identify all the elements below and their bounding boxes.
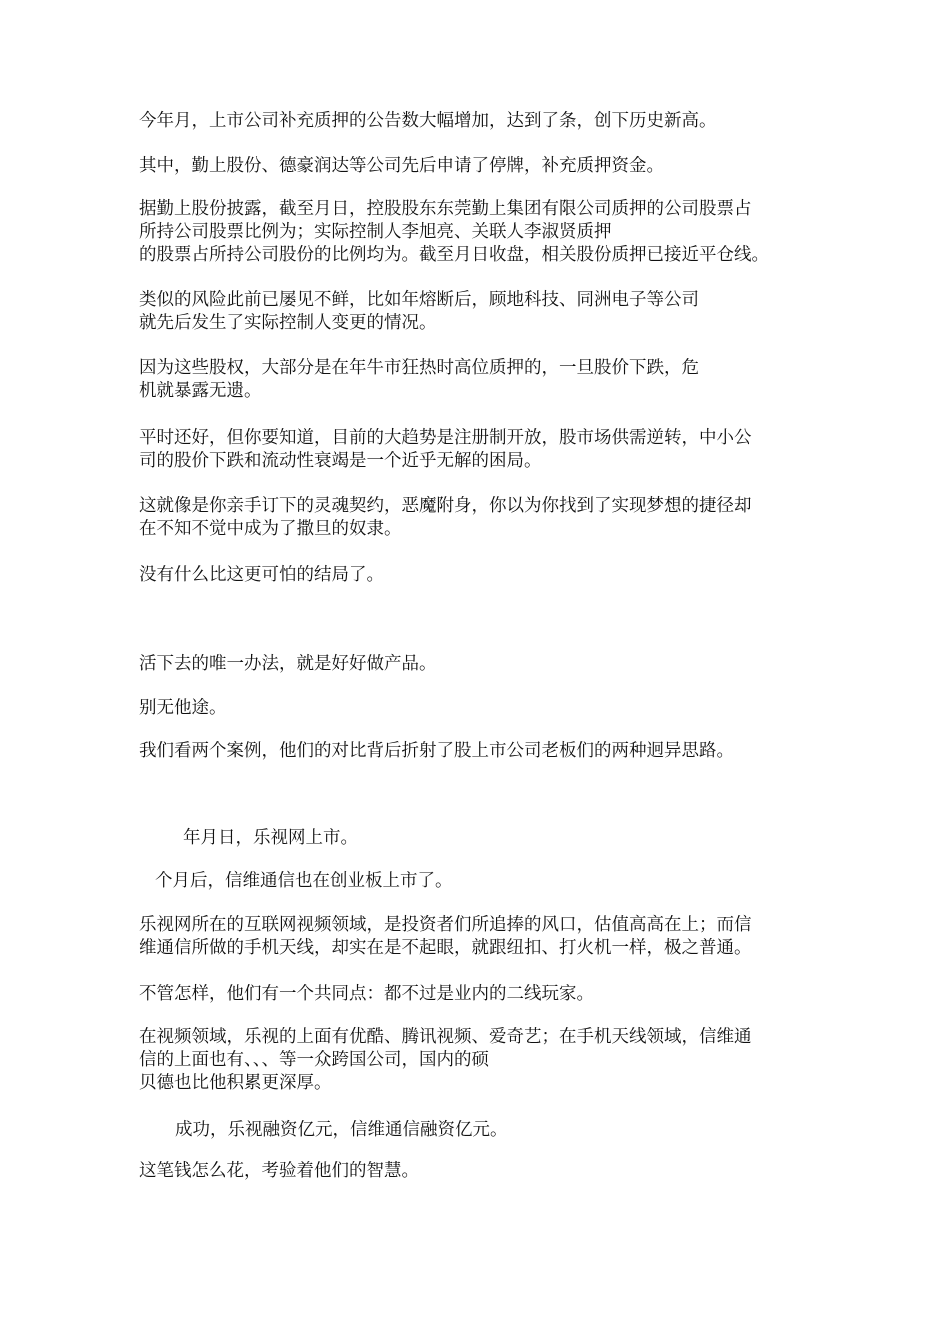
text-line: 据勤上股份披露，截至月日，控股股东东莞勤上集团有限公司质押的公司股票占 (139, 199, 752, 219)
text-line: 今年月，上市公司补充质押的公告数大幅增加，达到了条，创下历史新高。 (139, 111, 717, 131)
text-line: 乐视网所在的互联网视频领域，是投资者们所追捧的风口，估值高高在上；而信 (139, 915, 752, 935)
text-line: 机就暴露无遗。 (139, 381, 262, 401)
paragraph (139, 155, 839, 178)
paragraph (139, 198, 839, 267)
text-line: 成功，乐视融资亿元，信维通信融资亿元。 (175, 1120, 508, 1140)
text-line: 贝德也比他积累更深厚。 (139, 1073, 332, 1093)
text-line: 在视频领域，乐视的上面有优酷、腾讯视频、爱奇艺；在手机天线领域，信维通 (139, 1027, 752, 1047)
paragraph (139, 427, 839, 473)
text-line: 没有什么比这更可怕的结局了。 (139, 565, 384, 585)
text-line: 活下去的唯一办法，就是好好做产品。 (139, 654, 437, 674)
text-line: 其中，勤上股份、德豪润达等公司先后申请了停牌，补充质押资金。 (139, 156, 664, 176)
paragraph (175, 1119, 875, 1142)
paragraph (139, 289, 839, 335)
text-line: 这就像是你亲手订下的灵魂契约，恶魔附身，你以为你找到了实现梦想的捷径却 (139, 496, 752, 516)
paragraph (139, 495, 839, 541)
text-line: 因为这些股权，大部分是在年牛市狂热时高位质押的，一旦股价下跌，危 (139, 358, 699, 378)
text-line: 所持公司股票比例为；实际控制人李旭亮、关联人李淑贤质押 (139, 222, 612, 242)
paragraph (139, 1026, 839, 1095)
paragraph (139, 740, 839, 763)
text-line: 就先后发生了实际控制人变更的情况。 (139, 313, 437, 333)
text-line: 类似的风险此前已屡见不鲜，比如年熔断后，顾地科技、同洲电子等公司 (139, 290, 699, 310)
text-line: 司的股价下跌和流动性衰竭是一个近乎无解的困局。 (139, 451, 542, 471)
paragraph (139, 914, 839, 960)
paragraph (139, 1160, 839, 1183)
text-line: 信的上面也有、、、等一众跨国公司，国内的硕 (139, 1050, 489, 1070)
text-line: 个月后，信维通信也在创业板上市了。 (155, 871, 453, 891)
paragraph (139, 697, 839, 720)
text-line: 别无他途。 (139, 698, 227, 718)
paragraph (139, 983, 839, 1006)
paragraph (155, 870, 855, 893)
text-line: 的股票占所持公司股份的比例均为。截至月日收盘，相关股份质押已接近平仓线。 (139, 245, 769, 265)
text-line: 不管怎样，他们有一个共同点：都不过是业内的二线玩家。 (139, 984, 594, 1004)
text-line: 在不知不觉中成为了撒旦的奴隶。 (139, 519, 402, 539)
paragraph (139, 357, 839, 403)
paragraph (139, 653, 839, 676)
text-line: 平时还好，但你要知道，目前的大趋势是注册制开放，股市场供需逆转，中小公 (139, 428, 752, 448)
text-line: 维通信所做的手机天线，却实在是不起眼，就跟纽扣、打火机一样，极之普通。 (139, 938, 752, 958)
text-line: 我们看两个案例，他们的对比背后折射了股上市公司老板们的两种迥异思路。 (139, 741, 734, 761)
paragraph (183, 827, 883, 850)
text-line: 年月日，乐视网上市。 (183, 828, 358, 848)
paragraph (139, 110, 839, 133)
paragraph (139, 564, 839, 587)
text-line: 这笔钱怎么花，考验着他们的智慧。 (139, 1161, 419, 1181)
